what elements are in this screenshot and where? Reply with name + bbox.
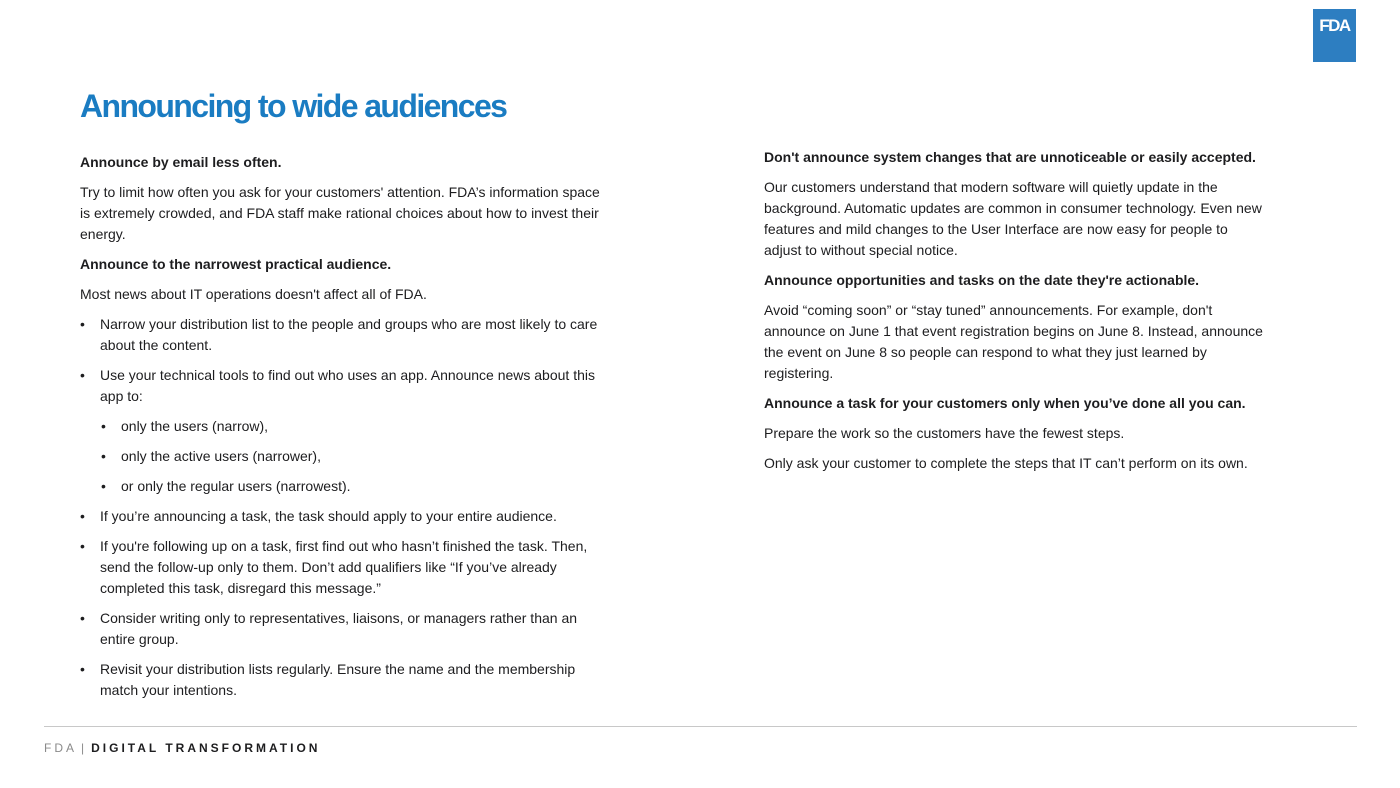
paragraph: Try to limit how often you ask for your customers' attention. FDA’s information space is extremely crowded, and FDA staff make rational choices about how to invest their energy. <box>80 184 600 242</box>
footer-org: FDA <box>44 741 77 755</box>
sub-list-item: • only the active users (narrower), <box>80 446 600 467</box>
footer <box>44 741 320 755</box>
list-item: • Consider writing only to representatives, liaisons, or managers rather than an entire group. <box>80 608 600 650</box>
list-item: • If you’re announcing a task, the task should apply to your entire audience. <box>80 506 600 527</box>
footer-unit: DIGITAL TRANSFORMATION <box>91 741 321 755</box>
paragraph: Most news about IT operations doesn't affect all of FDA. <box>80 286 427 302</box>
left-column <box>80 152 600 710</box>
list-item: • Narrow your distribution list to the people and groups who are most likely to care about the content. <box>80 314 600 356</box>
paragraph: Our customers understand that modern software will quietly update in the background. Automatic updates are common in consumer technology. Even new features and mild changes to the User Interface are now easy for people to adjust to without special notice. <box>764 179 1262 258</box>
section-heading: Announce by email less often. <box>80 154 282 170</box>
page-title: Announcing to wide audiences <box>80 88 507 124</box>
sub-list-item: • only the users (narrow), <box>80 416 600 437</box>
fda-logo: FDA <box>1313 9 1356 62</box>
bullet-list <box>80 314 600 701</box>
list-item: • If you're following up on a task, first find out who hasn’t finished the task. Then, send the follow-up only to them. Don’t add qualifiers like “If you’ve already completed this task, disregard this message.” <box>80 536 600 599</box>
paragraph: Prepare the work so the customers have the fewest steps. <box>764 425 1125 441</box>
section-heading: Announce a task for your customers only when you’ve done all you can. <box>764 395 1246 411</box>
footer-divider <box>44 726 1357 727</box>
list-item: • Revisit your distribution lists regularly. Ensure the name and the membership match your intentions. <box>80 659 600 701</box>
sub-list-item: • or only the regular users (narrowest). <box>80 476 600 497</box>
right-column <box>764 147 1264 483</box>
section-heading: Announce opportunities and tasks on the date they're actionable. <box>764 272 1200 288</box>
section-heading: Don't announce system changes that are unnoticeable or easily accepted. <box>764 149 1256 165</box>
paragraph: Avoid “coming soon” or “stay tuned” announcements. For example, don't announce on June 1 that event registration begins on June 8. Instead, announce the event on June 8 so people can respond to what they just learned by registering. <box>764 302 1263 381</box>
paragraph: Only ask your customer to complete the steps that IT can’t perform on its own. <box>764 455 1248 471</box>
list-item: • Use your technical tools to find out who uses an app. Announce news about this app to: <box>80 365 600 407</box>
section-heading: Announce to the narrowest practical audience. <box>80 256 392 272</box>
footer-separator: | <box>81 741 88 755</box>
